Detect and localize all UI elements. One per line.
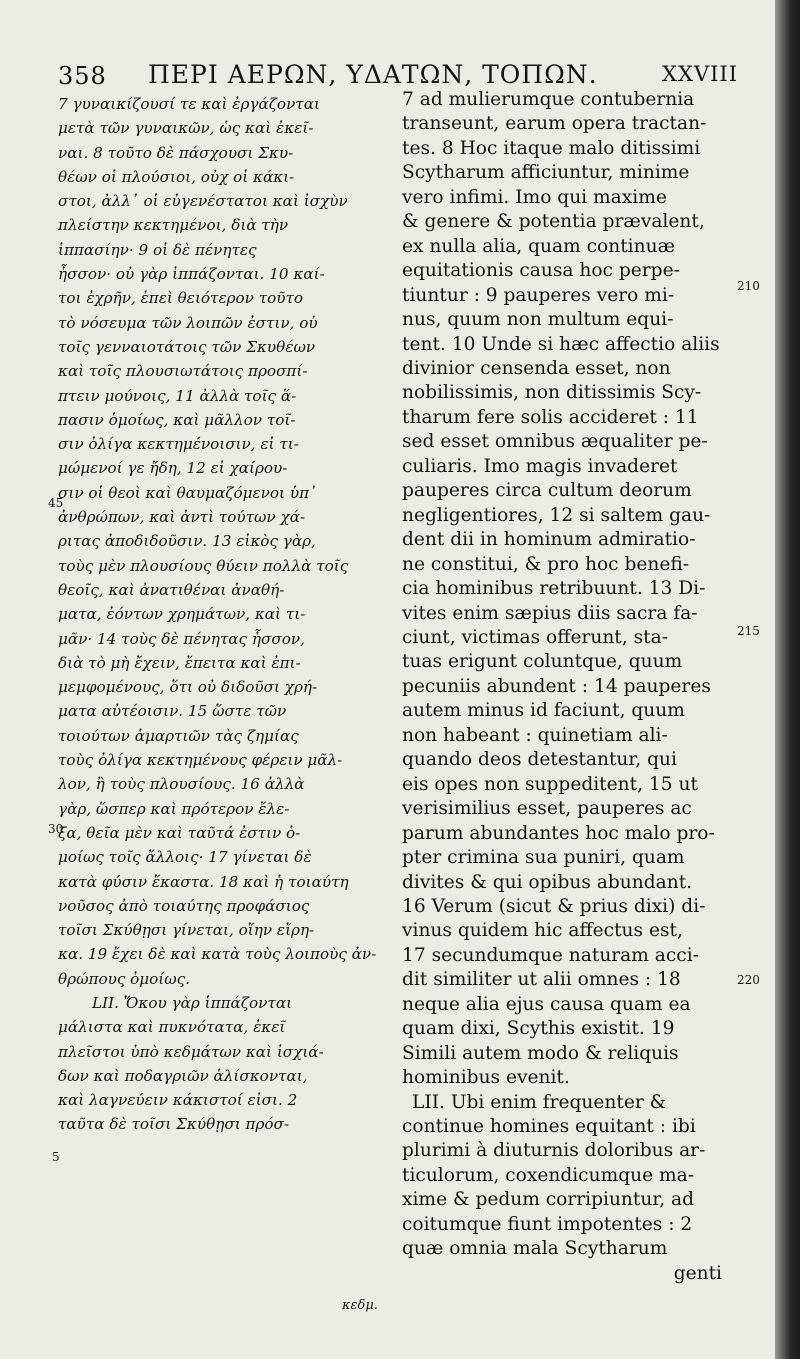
- page-edge-shadow: [775, 0, 800, 1359]
- greek-text-line: τὸ νόσευμα τῶν λοιπῶν ἐστιν, οὐ: [58, 313, 318, 332]
- latin-text-line: culiaris. Imo magis invaderet: [402, 455, 678, 477]
- greek-text-line: κατὰ φύσιν ἕκαστα. 18 καὶ ἡ τοιαύτη: [58, 872, 349, 891]
- latin-text-line: vero infimi. Imo qui maxime: [402, 186, 667, 208]
- left-margin-number: 5: [52, 1150, 60, 1164]
- greek-text-line: ξα, θεῖα μὲν καὶ ταῦτά ἐστιν ὁ-: [58, 823, 301, 842]
- latin-column: [402, 88, 732, 1286]
- greek-text-line: νοῦσος ἀπὸ τοιαύτης προφάσιος: [58, 896, 310, 915]
- right-margin-number: 220: [737, 973, 760, 987]
- greek-text-line: ἱππασίην· 9 οἱ δὲ πένητες: [58, 240, 257, 259]
- section-number: XXVIII: [662, 62, 738, 86]
- latin-text-line: continue homines equitant : ibi: [402, 1116, 696, 1138]
- latin-text-line: xime & pedum corripiuntur, ad: [402, 1189, 694, 1211]
- latin-text-line: transeunt, earum opera tractan-: [402, 113, 707, 135]
- latin-text-line: pter crimina sua puniri, quam: [402, 847, 685, 869]
- greek-text-line: θέων οἱ πλούσιοι, οὐχ οἱ κάκι-: [58, 167, 295, 186]
- left-margin-number: 45: [48, 496, 64, 510]
- latin-text-line: 17 secundumque naturam acci-: [402, 944, 699, 966]
- latin-text-line: nobilissimis, non ditissimis Scy-: [402, 382, 702, 404]
- greek-text-line: 7 γυναικίζουσί τε καὶ ἐργάζονται: [58, 95, 320, 113]
- greek-text-line: πτειν μούνοις, 11 ἀλλὰ τοῖς ἅ-: [58, 386, 297, 405]
- latin-text-line: sed esset omnibus æqualiter pe-: [402, 431, 708, 453]
- greek-text-line: ἀνθρώπων, καὶ ἀντὶ τούτων χά-: [58, 508, 306, 527]
- greek-text-line: τοὺς ὀλίγα κεκτημένους φέρειν μᾶλ-: [58, 751, 343, 770]
- latin-text-line: quam dixi, Scythis existit. 19: [402, 1018, 675, 1040]
- latin-text-line: equitationis causa hoc perpe-: [402, 260, 680, 282]
- latin-text-line: vinus quidem hic affectus est,: [402, 920, 683, 942]
- greek-text-line: θρώπους ὁμοίως.: [58, 969, 190, 988]
- right-margin-number: 215: [737, 624, 760, 638]
- latin-text-line: nus, quum non multum equi-: [402, 309, 674, 331]
- latin-text-line: tharum fere solis accideret : 11: [402, 406, 699, 428]
- page-number: 358: [58, 62, 107, 90]
- greek-text-line: μεμφομένους, ὅτι οὐ διδοῦσι χρή-: [58, 678, 318, 697]
- latin-text-line: Simili autem modo & reliquis: [402, 1042, 679, 1064]
- greek-text-line: τοῖς γενναιοτάτοις τῶν Σκυθέων: [58, 337, 316, 356]
- latin-text-line: tuas erigunt coluntque, quum: [402, 651, 683, 673]
- greek-text-line: θεοῖς, καὶ ἀνατιθέναι ἀναθή-: [58, 580, 285, 599]
- greek-text-line: ταῦτα δὲ τοῖσι Σκύθῃσι πρόσ-: [58, 1115, 290, 1134]
- greek-text-line: κα. 19 ἔχει δὲ καὶ κατὰ τοὺς λοιποὺς ἀν-: [58, 945, 377, 964]
- latin-text-line: autem minus id faciunt, quum: [402, 700, 685, 722]
- greek-text-line: καὶ λαγνεύειν κάκιστοί εἰσι. 2: [58, 1091, 298, 1110]
- latin-text-line: dent dii in hominum admiratio-: [402, 529, 696, 551]
- greek-text-line: τοὺς μὲν πλουσίους θύειν πολλὰ τοῖς: [58, 556, 349, 575]
- greek-text-line: ἧσσον· οὐ γὰρ ἱππάζονται. 10 καί-: [58, 265, 325, 284]
- greek-text-line: μάλιστα καὶ πυκνότατα, ἐκεῖ: [58, 1018, 286, 1037]
- greek-text-line: LII. Ὅκου γὰρ ἱππάζονται: [92, 993, 293, 1012]
- greek-text-line: ματα αὐτέοισιν. 15 ὥστε τῶν: [58, 702, 287, 721]
- latin-text-line: dit similiter ut alii omnes : 18: [402, 969, 681, 991]
- greek-text-line: καὶ τοῖς πλουσιωτάτοις προσπί-: [58, 362, 308, 381]
- greek-text-line: ματα, ἐόντων χρημάτων, καὶ τι-: [58, 605, 306, 624]
- latin-text-line: neque alia ejus causa quam ea: [402, 993, 691, 1015]
- latin-text-line: ex nulla alia, quam continuæ: [402, 235, 676, 257]
- latin-text-line: Scytharum afficiuntur, minime: [402, 162, 690, 184]
- latin-text-line: genti: [673, 1262, 722, 1284]
- greek-text-line: σιν ὀλίγα κεκτημένοισιν, εἰ τι-: [58, 435, 299, 454]
- latin-text-line: eis opes non suppeditent, 15 ut: [402, 773, 698, 795]
- greek-text-line: μοίως τοῖς ἄλλοις· 17 γίνεται δὲ: [58, 848, 312, 867]
- latin-text-line: quæ omnia mala Scytharum: [402, 1238, 668, 1260]
- running-title: ΠΕΡΙ ΑΕΡΩΝ, ΥΔΑΤΩΝ, ΤΟΠΩΝ.: [148, 60, 598, 89]
- greek-text-line: πασιν ὁμοίως, καὶ μᾶλλον τοῖ-: [58, 410, 296, 429]
- latin-text-line: cia hominibus retribuunt. 13 Di-: [402, 578, 706, 600]
- latin-text-line: pecuniis abundent : 14 pauperes: [402, 675, 711, 697]
- latin-text-line: tes. 8 Hoc itaque malo ditissimi: [402, 137, 701, 159]
- greek-text-line: ριτας ἀποδιδοῦσιν. 13 εἰκὸς γὰρ,: [58, 532, 316, 551]
- greek-text-line: τοι ἐχρῆν, ἐπεὶ θειότερον τοῦτο: [58, 289, 304, 308]
- greek-text-line: μώμενοί γε ἤδη, 12 εἰ χαίρου-: [58, 459, 288, 478]
- right-margin-number: 210: [737, 279, 760, 293]
- greek-text-line: πλείστην κεκτημένοι, διὰ τὴν: [58, 216, 289, 235]
- latin-text-line: ne constitui, & pro hoc benefi-: [402, 553, 690, 575]
- latin-text-line: ticulorum, coxendicumque ma-: [402, 1164, 694, 1186]
- latin-text-line: negligentiores, 12 si saltem gau-: [402, 504, 711, 526]
- latin-text-line: non habeant : quinetiam ali-: [402, 724, 668, 746]
- latin-text-line: tent. 10 Unde si hæc affectio aliis: [402, 333, 720, 355]
- latin-text-line: pauperes circa cultum deorum: [402, 480, 692, 502]
- greek-text-line: γὰρ, ὥσπερ καὶ πρότερον ἔλε-: [58, 799, 290, 818]
- latin-text-line: divites & qui opibus abundant.: [402, 871, 693, 893]
- greek-text-line: μᾶν· 14 τοὺς δὲ πένητας ἧσσον,: [58, 629, 305, 648]
- latin-text-line: plurimi à diuturnis doloribus ar-: [402, 1140, 706, 1162]
- latin-text-line: divinior censenda esset, non: [402, 357, 671, 379]
- greek-text-line: στοι, ἀλλ᾽ οἱ εὐγενέστατοι καὶ ἰσχὺν: [58, 192, 348, 211]
- latin-text-line: vites enim sæpius diis sacra fa-: [402, 602, 698, 624]
- latin-text-line: tiuntur : 9 pauperes vero mi-: [402, 284, 675, 306]
- latin-text-line: ciunt, victimas offerunt, sta-: [402, 626, 668, 648]
- greek-text-line: τοιούτων ἁμαρτιῶν τὰς ζημίας: [58, 726, 299, 745]
- latin-text-line: 16 Verum (sicut & prius dixi) di-: [402, 895, 706, 917]
- greek-text-line: δων καὶ ποδαγριῶν ἁλίσκονται,: [58, 1066, 308, 1085]
- greek-text-line: λον, ἢ τοὺς πλουσίους. 16 ἀλλὰ: [58, 775, 305, 794]
- greek-column: [58, 92, 376, 1137]
- greek-text-line: τοῖσι Σκύθῃσι γίνεται, οἵην εἴρη-: [58, 921, 315, 940]
- latin-text-line: 7 ad mulierumque contubernia: [402, 89, 695, 110]
- latin-text-line: verisimilius esset, pauperes ac: [402, 798, 692, 820]
- latin-text-line: quando deos detestantur, qui: [402, 749, 677, 771]
- greek-text-line: σιν οἱ θεοὶ καὶ θαυμαζόμενοι ὑπ᾽: [58, 483, 317, 502]
- left-margin-number: 30: [48, 822, 64, 836]
- greek-text-line: μετὰ τῶν γυναικῶν, ὡς καὶ ἐκεῖ-: [58, 119, 314, 138]
- catchword: κεδμ.: [342, 1298, 378, 1313]
- greek-text-line: διὰ τὸ μὴ ἔχειν, ἔπειτα καὶ ἐπι-: [58, 653, 301, 672]
- latin-text-line: hominibus evenit.: [402, 1067, 570, 1089]
- latin-text-line: coitumque fiunt impotentes : 2: [402, 1213, 693, 1235]
- greek-text-line: ναι. 8 τοῦτο δὲ πάσχουσι Σκυ-: [58, 143, 294, 162]
- latin-text-line: LII. Ubi enim frequenter &: [412, 1091, 667, 1113]
- greek-text-line: πλεῖστοι ὑπὸ κεδμάτων καὶ ἰσχιά-: [58, 1042, 324, 1061]
- latin-text-line: & genere & potentia prævalent,: [402, 211, 705, 233]
- latin-text-line: parum abundantes hoc malo pro-: [402, 822, 715, 844]
